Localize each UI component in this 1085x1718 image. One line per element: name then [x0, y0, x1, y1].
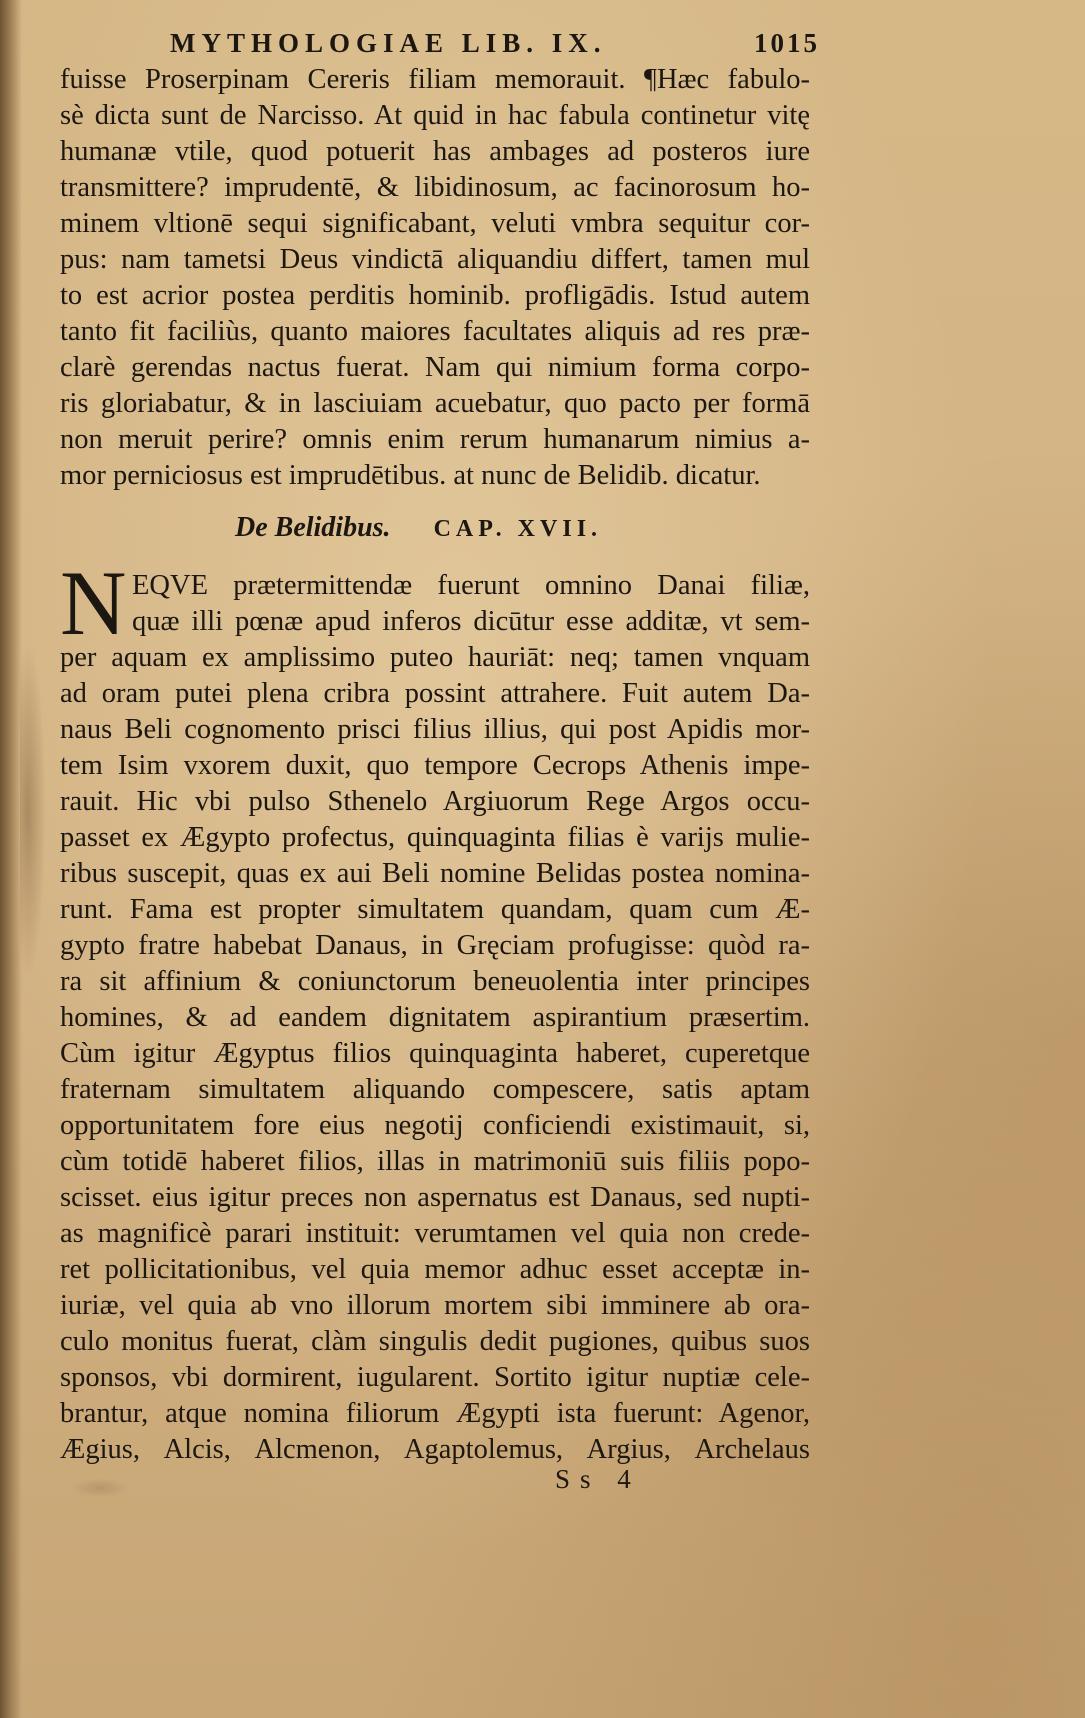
- text-line: ra sit affinium & coniunctorum beneuolentia inter principes: [60, 966, 810, 997]
- text-line: as magnificè parari instituit: verumtamen vel quia non crede-: [60, 1218, 810, 1249]
- drop-capital: N: [60, 552, 127, 654]
- text-line: ad oram putei plena cribra possint attrahere. Fuit autem Da-: [60, 678, 810, 709]
- text-line: rauit. Hic vbi pulso Sthenelo Argiuorum Rege Argos occu-: [60, 786, 810, 817]
- ink-smudge: [70, 1478, 130, 1498]
- text-line: brantur, atque nomina filiorum Ægypti ista fuerunt: Agenor,: [60, 1398, 810, 1429]
- text-line: cùm totidē haberet filios, illas in matrimoniū suis filiis popo-: [60, 1146, 810, 1177]
- text-line: fraternam simultatem aliquando compescere, satis aptam: [60, 1074, 810, 1105]
- text-line: homines, & ad eandem dignitatem aspirantium præsertim.: [60, 1002, 810, 1033]
- binding-gutter: [0, 0, 22, 1718]
- text-line: gypto fratre habebat Danaus, in Gręciam profugisse: quòd ra-: [60, 930, 810, 961]
- text-line: humanæ vtile, quod potuerit has ambages ad posteros iure: [60, 136, 810, 167]
- text-line: minem vltionē sequi significabant, veluti vmbra sequitur cor-: [60, 208, 810, 239]
- text-line: Ægius, Alcis, Alcmenon, Agaptolemus, Argius, Archelaus: [60, 1434, 810, 1465]
- text-line: runt. Fama est propter simultatem quandam, quam cum Æ-: [60, 894, 810, 925]
- text-line: scisset. eius igitur preces non aspernatus est Danaus, sed nupti-: [60, 1182, 810, 1213]
- chapter-heading: [235, 512, 835, 552]
- text-line: quæ illi pœnæ apud inferos dicūtur esse additæ, vt sem-: [132, 606, 810, 637]
- text-line: pus: nam tametsi Deus vindictā aliquandiu differt, tamen mul: [60, 244, 810, 275]
- text-line: transmittere? imprudentē, & libidinosum, ac facinorosum ho-: [60, 172, 810, 203]
- text-line: sè dicta sunt de Narcisso. At quid in hac fabula continetur vitę: [60, 100, 810, 131]
- text-line: ret pollicitationibus, vel quia memor adhuc esset acceptæ in-: [60, 1254, 810, 1285]
- running-title: MYTHOLOGIAE LIB. IX.: [170, 28, 607, 58]
- text-line: passet ex Ægypto profectus, quinquaginta filias è varijs mulie-: [60, 822, 810, 853]
- paper-stain: [20, 640, 46, 980]
- chapter-number: CAP. XVII.: [433, 516, 603, 542]
- page-header: [170, 28, 820, 62]
- text-line: tanto fit faciliùs, quanto maiores facultates aliquis ad res præ-: [60, 316, 810, 347]
- text-line: mor perniciosus est imprudētibus. at nunc de Belidib. dicatur.: [60, 460, 761, 491]
- text-line: iuriæ, vel quia ab vno illorum mortem sibi imminere ab ora-: [60, 1290, 810, 1321]
- text-line: culo monitus fuerat, clàm singulis dedit pugiones, quibus suos: [60, 1326, 810, 1357]
- text-line: ris gloriabatur, & in lasciuiam acuebatur, quo pacto per formā: [60, 388, 810, 419]
- text-line: fuisse Proserpinam Cereris filiam memorauit. ¶Hæc fabulo-: [60, 64, 810, 95]
- text-line: naus Beli cognomento prisci filius illius, qui post Apidis mor-: [60, 714, 810, 745]
- text-line: per aquam ex amplissimo puteo hauriāt: neq; tamen vnquam: [60, 642, 810, 673]
- signature-mark: Ss 4: [555, 1464, 641, 1494]
- page-number: 1015: [754, 28, 820, 58]
- text-line: EQVE prætermittendæ fuerunt omnino Danai filiæ,: [132, 570, 810, 601]
- text-line: to est acrior postea perditis hominib. profligādis. Istud autem: [60, 280, 810, 311]
- text-line: Cùm igitur Ægyptus filios quinquaginta haberet, cuperetque: [60, 1038, 810, 1069]
- chapter-title: De Belidibus.: [235, 512, 391, 543]
- text-line: tem Isim vxorem duxit, quo tempore Cecrops Athenis impe-: [60, 750, 810, 781]
- text-line: ribus suscepit, quas ex aui Beli nomine Belidas postea nomina-: [60, 858, 810, 889]
- text-line: sponsos, vbi dormirent, iugularent. Sortito igitur nuptiæ cele-: [60, 1362, 810, 1393]
- text-line: non meruit perire? omnis enim rerum humanarum nimius a-: [60, 424, 810, 455]
- text-line: opportunitatem fore eius negotij conficiendi existimauit, si,: [60, 1110, 810, 1141]
- text-line: clarè gerendas nactus fuerat. Nam qui nimium forma corpo-: [60, 352, 810, 383]
